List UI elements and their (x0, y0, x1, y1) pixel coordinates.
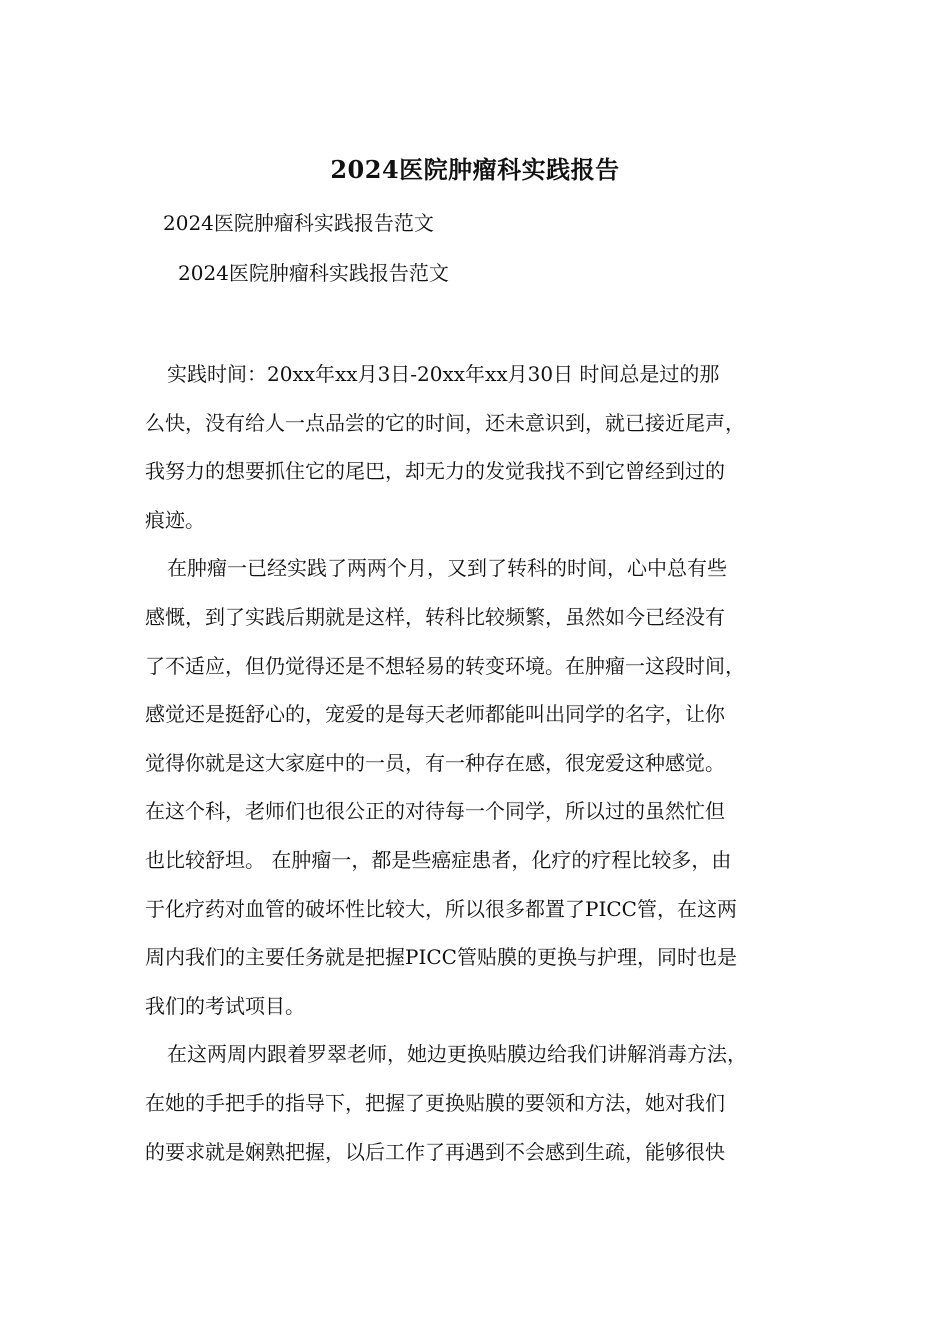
text-line: 我们的考试项目。 (145, 993, 305, 1018)
paragraph (145, 350, 825, 544)
document-body (145, 350, 825, 1176)
paragraph (145, 544, 825, 1030)
text-line: 在肿瘤一已经实践了两两个月，又到了转科的时间，心中总有些 (167, 556, 727, 581)
document-subtitle-repeat: 2024医院肿瘤科实践报告范文 (178, 261, 449, 285)
text-line: 在这两周内跟着罗翠老师，她边更换贴膜边给我们讲解消毒方法， (167, 1042, 747, 1067)
text-line: 感慨，到了实践后期就是这样，转科比较频繁，虽然如今已经没有 (145, 604, 725, 629)
paragraph (145, 1030, 825, 1176)
text-line: 我努力的想要抓住它的尾巴，却无力的发觉我找不到它曾经到过的 (145, 459, 725, 484)
document-title: 2024医院肿瘤科实践报告 (330, 155, 620, 184)
text-line: 也比较舒坦。 在肿瘤一，都是些癌症患者，化疗的疗程比较多，由 (145, 847, 732, 872)
text-line: 周内我们的主要任务就是把握PICC管贴膜的更换与护理，同时也是 (145, 945, 737, 970)
text-line: 在她的手把手的指导下，把握了更换贴膜的要领和方法，她对我们 (145, 1090, 725, 1115)
text-line: 觉得你就是这大家庭中的一员，有一种存在感，很宠爱这种感觉。 (145, 750, 725, 775)
text-line: 实践时间：20xx年xx月3日-20xx年xx月30日 时间总是过的那 (167, 362, 720, 386)
text-line: 在这个科，老师们也很公正的对待每一个同学，所以过的虽然忙但 (145, 799, 725, 824)
text-line: 么快，没有给人一点品尝的它的时间，还未意识到，就已接近尾声， (145, 410, 745, 435)
text-line: 了不适应，但仍觉得还是不想轻易的转变环境。在肿瘤一这段时间， (145, 653, 745, 678)
document-subtitle: 2024医院肿瘤科实践报告范文 (163, 211, 434, 235)
text-line: 痕迹。 (145, 507, 205, 532)
text-line: 的要求就是娴熟把握，以后工作了再遇到不会感到生疏，能够很快 (145, 1139, 725, 1164)
text-line: 感觉还是挺舒心的，宠爱的是每天老师都能叫出同学的名字，让你 (145, 702, 725, 727)
text-line: 于化疗药对血管的破坏性比较大，所以很多都置了PICC管，在这两 (145, 896, 737, 921)
